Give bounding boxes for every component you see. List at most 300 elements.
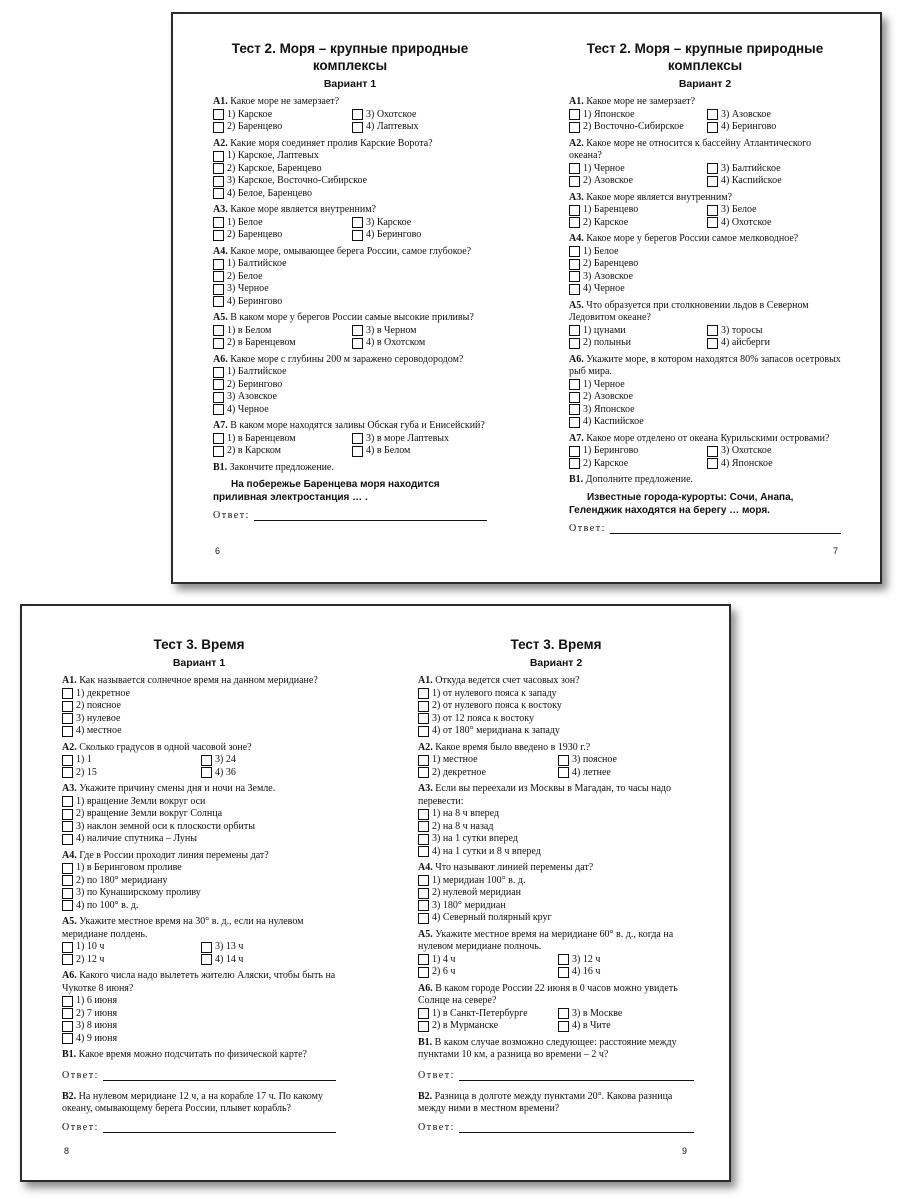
- question-text: Какое море является внутренним?: [230, 204, 376, 215]
- checkbox[interactable]: [213, 217, 224, 228]
- answer-option[interactable]: [707, 163, 841, 176]
- answer-options: [569, 109, 841, 134]
- checkbox[interactable]: [213, 284, 224, 295]
- option-label: 2) в Баренцевом: [227, 337, 296, 348]
- answer-option[interactable]: [213, 283, 487, 296]
- answer-line[interactable]: [459, 1071, 694, 1081]
- answer-option[interactable]: [213, 325, 348, 338]
- answer-option[interactable]: [62, 900, 336, 913]
- answer-option[interactable]: [62, 1033, 336, 1046]
- checkbox[interactable]: [62, 726, 73, 737]
- question: [569, 433, 841, 446]
- question-number: А3.: [213, 204, 228, 215]
- checkbox[interactable]: [569, 246, 580, 257]
- checkbox[interactable]: [62, 713, 73, 724]
- checkbox[interactable]: [418, 846, 429, 857]
- answer-option[interactable]: [213, 163, 487, 176]
- checkbox[interactable]: [213, 163, 224, 174]
- question-number: А6.: [569, 353, 584, 365]
- answer-field[interactable]: [418, 1070, 694, 1081]
- checkbox[interactable]: [213, 404, 224, 415]
- checkbox[interactable]: [62, 875, 73, 886]
- question: [62, 742, 336, 755]
- checkbox[interactable]: [352, 122, 363, 133]
- checkbox[interactable]: [569, 176, 580, 187]
- page-number: 8: [64, 1146, 70, 1156]
- checkbox[interactable]: [213, 176, 224, 187]
- spread-test-3: [20, 604, 731, 1182]
- checkbox[interactable]: [418, 713, 429, 724]
- question-block: [213, 354, 487, 417]
- checkbox[interactable]: [569, 458, 580, 469]
- answer-options: [62, 754, 336, 779]
- option-label: 3) нулевое: [76, 712, 121, 724]
- answer-option[interactable]: [707, 458, 841, 471]
- answer-option[interactable]: [213, 175, 487, 188]
- answer-option[interactable]: [352, 229, 487, 242]
- answer-option[interactable]: [569, 175, 703, 188]
- answer-options: [569, 325, 841, 350]
- checkbox[interactable]: [569, 446, 580, 457]
- option-label: 4) Японское: [721, 457, 773, 469]
- question-text: Как называется солнечное время на данном меридиане?: [79, 675, 318, 686]
- checkbox[interactable]: [213, 446, 224, 457]
- answer-option[interactable]: [62, 887, 336, 900]
- answer-option[interactable]: [62, 767, 197, 780]
- checkbox[interactable]: [418, 821, 429, 832]
- question-number: А5.: [569, 299, 584, 311]
- answer-option[interactable]: [569, 271, 841, 284]
- answer-option[interactable]: [213, 229, 348, 242]
- answer-line[interactable]: [103, 1071, 336, 1081]
- checkbox[interactable]: [201, 767, 212, 778]
- checkbox[interactable]: [213, 392, 224, 403]
- answer-option[interactable]: [352, 433, 487, 446]
- checkbox[interactable]: [418, 875, 429, 886]
- answer-line[interactable]: [459, 1123, 694, 1133]
- option-label: 2) Белое: [227, 270, 263, 282]
- checkbox[interactable]: [62, 796, 73, 807]
- option-label: 3) Черное: [227, 283, 269, 294]
- answer-option[interactable]: [213, 391, 487, 404]
- option-label: 4) на 1 сутки и 8 ч вперед: [432, 845, 541, 857]
- checkbox[interactable]: [418, 1021, 429, 1032]
- checkbox[interactable]: [213, 259, 224, 270]
- checkbox[interactable]: [707, 217, 718, 228]
- question-text: Откуда ведется счет часовых зон?: [435, 675, 580, 686]
- answer-option[interactable]: [352, 109, 487, 122]
- checkbox[interactable]: [558, 967, 569, 978]
- checkbox[interactable]: [569, 284, 580, 295]
- checkbox[interactable]: [418, 688, 429, 699]
- checkbox[interactable]: [569, 109, 580, 120]
- checkbox[interactable]: [62, 888, 73, 899]
- question-number: А1.: [213, 96, 228, 107]
- answer-option[interactable]: [62, 954, 197, 967]
- checkbox[interactable]: [558, 1021, 569, 1032]
- checkbox[interactable]: [352, 109, 363, 120]
- checkbox[interactable]: [418, 726, 429, 737]
- checkbox[interactable]: [418, 1008, 429, 1019]
- answer-field[interactable]: [569, 523, 841, 534]
- answer-option[interactable]: [569, 416, 841, 429]
- answer-option[interactable]: [707, 109, 841, 122]
- answer-option[interactable]: [213, 109, 348, 122]
- answer-option[interactable]: [558, 954, 694, 967]
- checkbox[interactable]: [213, 109, 224, 120]
- question-text: Какое время было введено в 1930 г.?: [435, 741, 591, 753]
- answer-option[interactable]: [213, 404, 487, 417]
- checkbox[interactable]: [213, 230, 224, 241]
- checkbox[interactable]: [707, 205, 718, 216]
- answer-option[interactable]: [213, 258, 487, 271]
- checkbox[interactable]: [418, 913, 429, 924]
- checkbox[interactable]: [62, 1008, 73, 1019]
- answer-option[interactable]: [418, 912, 694, 925]
- option-label: 3) по Кунаширскому проливу: [76, 887, 201, 898]
- checkbox[interactable]: [707, 325, 718, 336]
- checkbox[interactable]: [558, 1008, 569, 1019]
- answer-option[interactable]: [213, 188, 487, 201]
- answer-options: [418, 954, 694, 979]
- checkbox[interactable]: [213, 296, 224, 307]
- answer-option[interactable]: [418, 821, 694, 834]
- answer-option[interactable]: [418, 688, 694, 701]
- answer-option[interactable]: [201, 954, 336, 967]
- answer-options: [62, 688, 336, 738]
- answer-option[interactable]: [201, 767, 336, 780]
- checkbox[interactable]: [569, 122, 580, 133]
- answer-option[interactable]: [62, 700, 336, 713]
- option-label: 3) 24: [215, 754, 236, 765]
- answer-option[interactable]: [707, 325, 841, 338]
- answer-option[interactable]: [569, 283, 841, 296]
- question-number: А2.: [569, 137, 584, 149]
- checkbox[interactable]: [569, 379, 580, 390]
- answer-option[interactable]: [569, 258, 841, 271]
- answer-option[interactable]: [569, 163, 703, 176]
- answer-option[interactable]: [62, 725, 336, 738]
- checkbox[interactable]: [569, 259, 580, 270]
- checkbox[interactable]: [62, 1021, 73, 1032]
- option-label: 4) Каспийское: [721, 175, 782, 186]
- checkbox[interactable]: [418, 888, 429, 899]
- question-number: А6.: [62, 970, 77, 981]
- checkbox[interactable]: [62, 954, 73, 965]
- checkbox[interactable]: [707, 446, 718, 457]
- checkbox[interactable]: [213, 367, 224, 378]
- checkbox[interactable]: [558, 954, 569, 965]
- answer-options: [213, 325, 487, 350]
- checkbox[interactable]: [352, 433, 363, 444]
- answer-option[interactable]: [558, 966, 694, 979]
- question-text: Какое море не относится к бассейну Атлантического океана?: [569, 137, 812, 161]
- answer-option[interactable]: [213, 337, 348, 350]
- checkbox[interactable]: [418, 701, 429, 712]
- question-b1: [62, 1049, 336, 1062]
- checkbox[interactable]: [62, 863, 73, 874]
- answer-option[interactable]: [352, 445, 487, 458]
- option-label: 4) Северный полярный круг: [432, 912, 552, 923]
- option-label: 3) Азовское: [583, 270, 633, 282]
- checkbox[interactable]: [569, 417, 580, 428]
- answer-option[interactable]: [569, 404, 841, 417]
- option-label: 2) Азовское: [583, 391, 633, 402]
- option-label: 1) от нулевого пояса к западу: [432, 687, 557, 699]
- answer-option[interactable]: [62, 1020, 336, 1033]
- answer-option[interactable]: [213, 433, 348, 446]
- checkbox[interactable]: [569, 338, 580, 349]
- answer-option[interactable]: [569, 109, 703, 122]
- answer-option[interactable]: [352, 121, 487, 134]
- checkbox[interactable]: [707, 176, 718, 187]
- answer-field[interactable]: [418, 1122, 694, 1133]
- answer-option[interactable]: [418, 1020, 554, 1033]
- answer-field[interactable]: [62, 1070, 336, 1081]
- option-label: 2) Карское: [583, 216, 629, 228]
- checkbox[interactable]: [569, 217, 580, 228]
- answer-field[interactable]: [213, 510, 487, 521]
- checkbox[interactable]: [418, 767, 429, 778]
- answer-option[interactable]: [418, 725, 694, 738]
- answer-field[interactable]: [62, 1122, 336, 1133]
- answer-options: [213, 150, 487, 200]
- answer-option[interactable]: [213, 150, 487, 163]
- option-label: 2) Азовское: [583, 175, 633, 186]
- answer-option[interactable]: [352, 325, 487, 338]
- checkbox[interactable]: [62, 1033, 73, 1044]
- answer-option[interactable]: [707, 337, 841, 350]
- answer-option[interactable]: [213, 445, 348, 458]
- question: [62, 783, 336, 796]
- answer-option[interactable]: [62, 833, 336, 846]
- page-number: 9: [681, 1146, 687, 1156]
- checkbox[interactable]: [569, 392, 580, 403]
- checkbox[interactable]: [213, 122, 224, 133]
- answer-option[interactable]: [418, 966, 554, 979]
- question-number: А7.: [213, 420, 228, 431]
- option-label: 2) Восточно-Сибирское: [583, 121, 684, 132]
- checkbox[interactable]: [558, 767, 569, 778]
- answer-line[interactable]: [254, 511, 487, 521]
- option-label: 4) Черное: [583, 283, 625, 294]
- checkbox[interactable]: [569, 205, 580, 216]
- answer-option[interactable]: [201, 754, 336, 767]
- checkbox[interactable]: [62, 942, 73, 953]
- checkbox[interactable]: [213, 151, 224, 162]
- answer-option[interactable]: [62, 821, 336, 834]
- checkbox[interactable]: [707, 122, 718, 133]
- checkbox[interactable]: [352, 446, 363, 457]
- question-number: А1.: [569, 96, 584, 107]
- checkbox[interactable]: [418, 954, 429, 965]
- answer-option[interactable]: [707, 445, 841, 458]
- question: [62, 850, 336, 863]
- answer-option[interactable]: [62, 995, 336, 1008]
- answer-option[interactable]: [418, 700, 694, 713]
- variant-label: Вариант 1: [172, 657, 226, 669]
- answer-option[interactable]: [558, 767, 694, 780]
- checkbox[interactable]: [201, 954, 212, 965]
- checkbox[interactable]: [418, 900, 429, 911]
- checkbox[interactable]: [569, 325, 580, 336]
- question-number: А7.: [569, 432, 584, 444]
- checkbox[interactable]: [62, 834, 73, 845]
- answer-option[interactable]: [569, 246, 841, 259]
- option-label: 4) 16 ч: [572, 966, 601, 977]
- checkbox[interactable]: [213, 338, 224, 349]
- question-b1: [569, 474, 841, 487]
- answer-label: Ответ:: [62, 1069, 99, 1081]
- answer-label: Ответ:: [213, 510, 250, 521]
- answer-option[interactable]: [418, 846, 694, 859]
- answer-option[interactable]: [569, 445, 703, 458]
- answer-line[interactable]: [610, 524, 841, 534]
- option-label: 3) поясное: [572, 754, 617, 765]
- option-label: 1) Балтийское: [227, 258, 287, 269]
- answer-option[interactable]: [418, 808, 694, 821]
- answer-option[interactable]: [707, 121, 841, 134]
- answer-option[interactable]: [569, 458, 703, 471]
- answer-label: Ответ:: [418, 1069, 455, 1081]
- answer-option[interactable]: [418, 954, 554, 967]
- question-block: [569, 354, 841, 429]
- checkbox[interactable]: [62, 996, 73, 1007]
- checkbox[interactable]: [418, 809, 429, 820]
- checkbox[interactable]: [707, 338, 718, 349]
- option-label: 1) вращение Земли вокруг оси: [76, 795, 206, 807]
- answer-option[interactable]: [62, 875, 336, 888]
- answer-option[interactable]: [62, 796, 336, 809]
- checkbox[interactable]: [213, 188, 224, 199]
- option-label: 2) Баренцево: [583, 258, 639, 269]
- answer-option[interactable]: [62, 754, 197, 767]
- option-label: 1) Японское: [583, 108, 635, 120]
- answer-option[interactable]: [418, 767, 554, 780]
- task-sentence: Известные города-курорты: Сочи, Анапа, Геленджик находятся на берегу … моря.: [569, 491, 794, 516]
- option-label: 4) по 100° в. д.: [76, 899, 139, 911]
- answer-option[interactable]: [418, 875, 694, 888]
- option-label: 2) Баренцево: [227, 121, 283, 132]
- checkbox[interactable]: [62, 688, 73, 699]
- answer-option[interactable]: [707, 204, 841, 217]
- option-label: 2) декретное: [432, 766, 486, 778]
- answer-option[interactable]: [418, 887, 694, 900]
- checkbox[interactable]: [418, 967, 429, 978]
- answer-option[interactable]: [707, 175, 841, 188]
- checkbox[interactable]: [352, 338, 363, 349]
- answer-option[interactable]: [418, 900, 694, 913]
- answer-option[interactable]: [569, 204, 703, 217]
- answer-option[interactable]: [707, 217, 841, 230]
- checkbox[interactable]: [352, 325, 363, 336]
- checkbox[interactable]: [707, 163, 718, 174]
- checkbox[interactable]: [352, 230, 363, 241]
- answer-option[interactable]: [418, 754, 554, 767]
- question: [569, 354, 841, 379]
- answer-option[interactable]: [62, 941, 197, 954]
- answer-option[interactable]: [569, 379, 841, 392]
- option-label: 4) в Охотском: [366, 337, 426, 348]
- answer-option[interactable]: [569, 217, 703, 230]
- question: [418, 983, 694, 1008]
- checkbox[interactable]: [707, 458, 718, 469]
- question-block: [62, 742, 336, 780]
- option-label: 2) 12 ч: [76, 953, 105, 965]
- checkbox[interactable]: [707, 109, 718, 120]
- question-b2: [418, 1091, 694, 1116]
- checkbox[interactable]: [569, 163, 580, 174]
- checkbox[interactable]: [213, 271, 224, 282]
- checkbox[interactable]: [62, 900, 73, 911]
- option-label: 1) местное: [432, 754, 478, 765]
- checkbox[interactable]: [62, 701, 73, 712]
- question-text: Разница в долготе между пунктами 20°. Какова разница между ними в местном времени?: [418, 1090, 673, 1114]
- checkbox[interactable]: [569, 271, 580, 282]
- answer-option[interactable]: [62, 713, 336, 726]
- checkbox[interactable]: [62, 821, 73, 832]
- answer-line[interactable]: [103, 1123, 336, 1133]
- answer-option[interactable]: [352, 337, 487, 350]
- checkbox[interactable]: [62, 809, 73, 820]
- answer-option[interactable]: [558, 754, 694, 767]
- question-number: А4.: [418, 862, 433, 873]
- answer-option[interactable]: [569, 391, 841, 404]
- answer-options: [418, 1008, 694, 1033]
- checkbox[interactable]: [558, 755, 569, 766]
- checkbox[interactable]: [418, 834, 429, 845]
- answer-option[interactable]: [569, 325, 703, 338]
- answer-option[interactable]: [62, 688, 336, 701]
- option-label: 4) наличие спутника – Луны: [76, 833, 197, 844]
- question-text: Какое море является внутренним?: [586, 191, 732, 203]
- answer-option[interactable]: [213, 121, 348, 134]
- checkbox[interactable]: [418, 755, 429, 766]
- answer-option[interactable]: [558, 1008, 694, 1021]
- answer-option[interactable]: [62, 808, 336, 821]
- answer-option[interactable]: [213, 271, 487, 284]
- option-label: 1) в Белом: [227, 324, 272, 336]
- answer-option[interactable]: [213, 296, 487, 309]
- checkbox[interactable]: [62, 767, 73, 778]
- checkbox[interactable]: [201, 942, 212, 953]
- answer-option[interactable]: [213, 217, 348, 230]
- answer-option[interactable]: [213, 366, 487, 379]
- answer-option[interactable]: [352, 217, 487, 230]
- checkbox[interactable]: [213, 325, 224, 336]
- option-label: 3) торосы: [721, 324, 763, 336]
- page-6-variant-1: [213, 40, 487, 521]
- answer-option[interactable]: [569, 121, 703, 134]
- question-block: [62, 783, 336, 846]
- checkbox[interactable]: [569, 404, 580, 415]
- answer-option[interactable]: [62, 1008, 336, 1021]
- answer-option[interactable]: [201, 941, 336, 954]
- answer-option[interactable]: [418, 713, 694, 726]
- checkbox[interactable]: [352, 217, 363, 228]
- answer-option[interactable]: [418, 1008, 554, 1021]
- checkbox[interactable]: [62, 755, 73, 766]
- answer-option[interactable]: [418, 833, 694, 846]
- checkbox[interactable]: [213, 433, 224, 444]
- answer-option[interactable]: [62, 862, 336, 875]
- checkbox[interactable]: [201, 755, 212, 766]
- checkbox[interactable]: [213, 379, 224, 390]
- answer-option[interactable]: [558, 1020, 694, 1033]
- answer-option[interactable]: [569, 337, 703, 350]
- question-block: [418, 929, 694, 979]
- answer-option[interactable]: [213, 379, 487, 392]
